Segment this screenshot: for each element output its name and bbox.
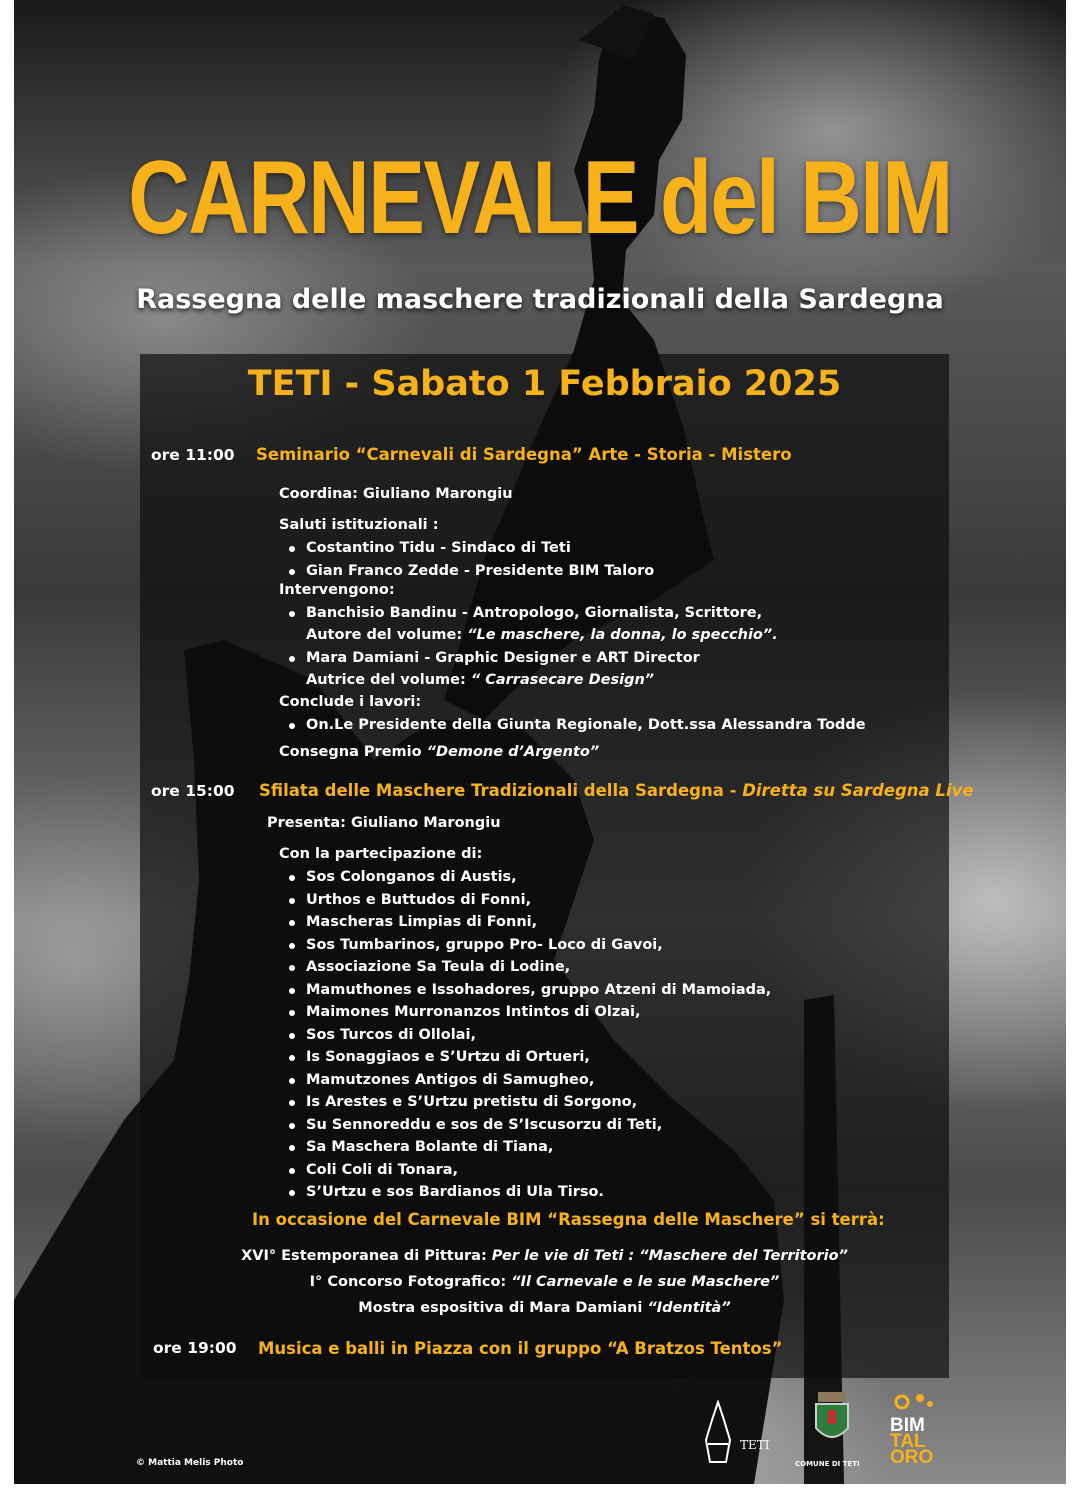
list-item: Costantino Tidu - Sindaco di Teti bbox=[282, 537, 654, 560]
greetings-list bbox=[282, 537, 654, 582]
list-item: Banchisio Bandinu - Antropologo, Giornalista, Scrittore, bbox=[282, 602, 762, 625]
time-evening: ore 19:00 bbox=[153, 1339, 237, 1357]
time-morning: ore 11:00 bbox=[151, 446, 235, 464]
list-item: Associazione Sa Teula di Lodine, bbox=[282, 956, 771, 979]
list-item: Sos Turcos di Ollolai, bbox=[282, 1024, 771, 1047]
speakers-label: Intervengono: bbox=[279, 582, 395, 598]
list-item: Urthos e Buttudos di Fonni, bbox=[282, 889, 771, 912]
photo-contest: I° Concorso Fotografico: “Il Carnevale e le sue Maschere” bbox=[309, 1274, 780, 1290]
groups-list bbox=[282, 866, 771, 1204]
poster bbox=[14, 0, 1066, 1484]
list-item: Mamuthones e Issohadores, gruppo Atzeni di Mamoiada, bbox=[282, 979, 771, 1002]
list-item: Gian Franco Zedde - Presidente BIM Taloro bbox=[282, 560, 654, 583]
exhibition: Mostra espositiva di Mara Damiani “Identità” bbox=[358, 1300, 731, 1316]
list-item: Mascheras Limpias di Fonni, bbox=[282, 911, 771, 934]
speakers-list-2 bbox=[282, 647, 700, 670]
list-item: Is Sonaggiaos e S’Urtzu di Ortueri, bbox=[282, 1046, 771, 1069]
coat-of-arms-icon bbox=[810, 1390, 854, 1450]
photo-credit: © Mattia Melis Photo bbox=[136, 1458, 244, 1468]
occasion-heading: In occasione del Carnevale BIM “Rassegna delle Maschere” si terrà: bbox=[252, 1210, 885, 1229]
list-item: Mara Damiani - Graphic Designer e ART Director bbox=[282, 647, 700, 670]
mask-logo-icon bbox=[700, 1400, 736, 1466]
painting-event: XVI° Estemporanea di Pittura: Per le vie di Teti : “Maschere del Territorio” bbox=[241, 1248, 848, 1264]
list-item: Sa Maschera Bolante di Tiana, bbox=[282, 1136, 771, 1159]
list-item: On.Le Presidente della Giunta Regionale, Dott.ssa Alessandra Todde bbox=[282, 714, 866, 737]
conclude-list bbox=[282, 714, 866, 737]
greetings-label: Saluti istituzionali : bbox=[279, 517, 439, 533]
list-item: Coli Coli di Tonara, bbox=[282, 1159, 771, 1182]
list-item: Sos Colonganos di Austis, bbox=[282, 866, 771, 889]
speaker1-book: Autore del volume: “Le maschere, la donna, lo specchio”. bbox=[306, 627, 778, 643]
participation-label: Con la partecipazione di: bbox=[279, 846, 483, 862]
seminar-heading: Seminario “Carnevali di Sardegna” Arte - Storia - Mistero bbox=[256, 445, 792, 464]
list-item: Su Sennoreddu e sos de S’Iscusorzu di Teti, bbox=[282, 1114, 771, 1137]
speakers-list-1 bbox=[282, 602, 762, 625]
comune-label: COMUNE DI TETI bbox=[795, 1460, 860, 1468]
presenter: Presenta: Giuliano Marongiu bbox=[267, 815, 501, 831]
time-afternoon: ore 15:00 bbox=[151, 782, 235, 800]
list-item: Sos Tumbarinos, gruppo Pro- Loco di Gavoi, bbox=[282, 934, 771, 957]
bim-taloro-logo-icon bbox=[890, 1390, 936, 1414]
poster-subtitle: Rassegna delle maschere tradizionali della Sardegna bbox=[136, 284, 944, 315]
list-item: S’Urtzu e sos Bardianos di Ula Tirso. bbox=[282, 1181, 771, 1204]
speaker2-book: Autrice del volume: “ Carrasecare Design” bbox=[306, 672, 655, 688]
list-item: Is Arestes e S’Urtzu pretistu di Sorgono, bbox=[282, 1091, 771, 1114]
event-date: TETI - Sabato 1 Febbraio 2025 bbox=[247, 364, 842, 404]
conclude-label: Conclude i lavori: bbox=[279, 694, 422, 710]
music-heading: Musica e balli in Piazza con il gruppo “A Bratzos Tentos” bbox=[258, 1339, 783, 1358]
teti-logo-text: TETI bbox=[740, 1438, 770, 1452]
award-line: Consegna Premio “Demone d’Argento” bbox=[279, 744, 600, 760]
coordinator: Coordina: Giuliano Marongiu bbox=[279, 486, 513, 502]
poster-title: CARNEVALE del BIM bbox=[128, 140, 952, 256]
list-item: Maimones Murronanzos Intintos di Olzai, bbox=[282, 1001, 771, 1024]
bim-taloro-logo-text: BIM TAL ORO bbox=[890, 1415, 934, 1468]
list-item: Mamutzones Antigos di Samugheo, bbox=[282, 1069, 771, 1092]
parade-heading: Sfilata delle Maschere Tradizionali della Sardegna - Diretta su Sardegna Live bbox=[259, 781, 974, 800]
